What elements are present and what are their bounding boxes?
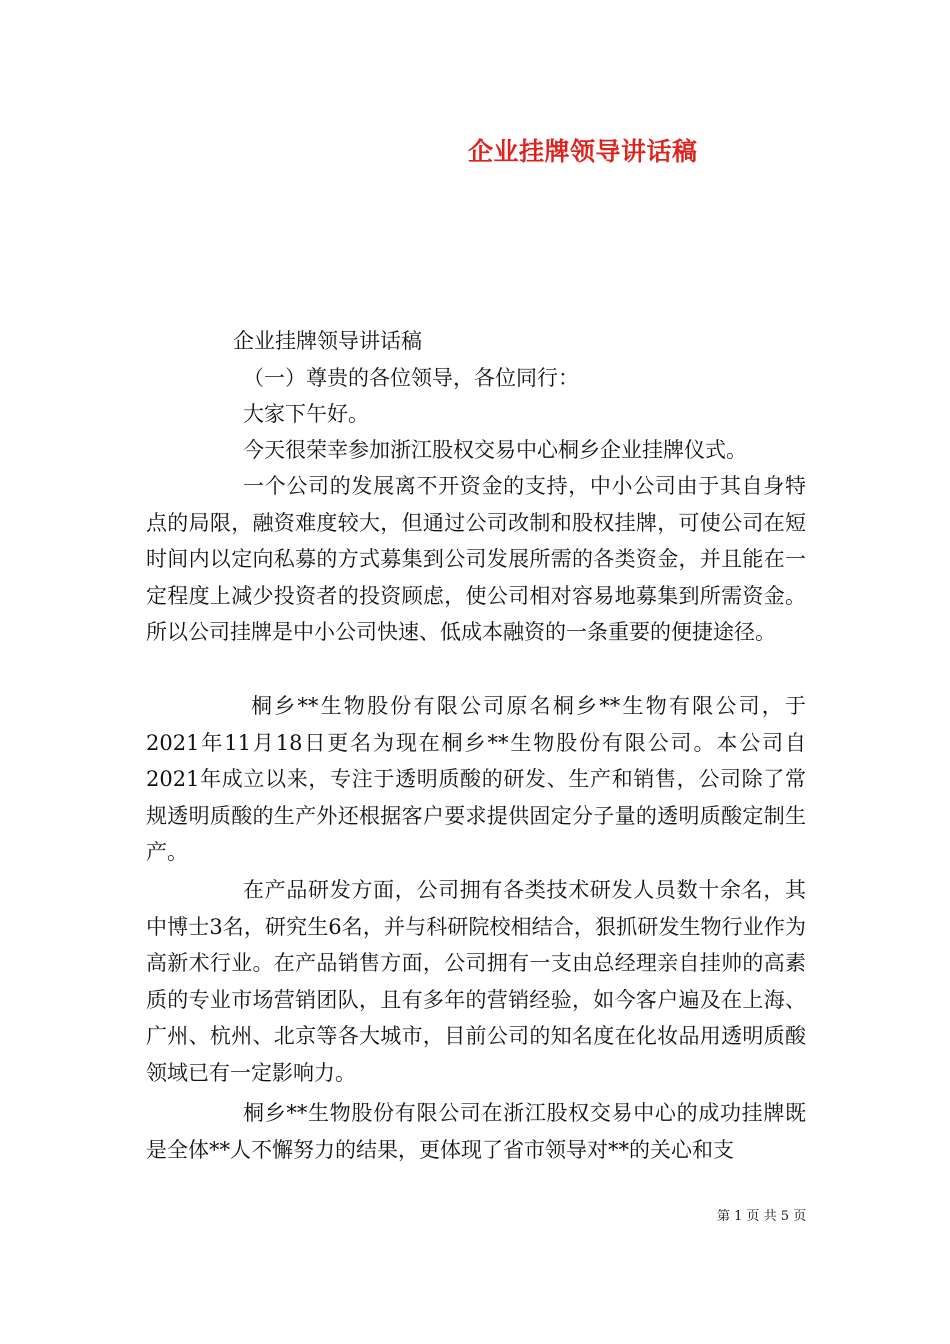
document-heading: 企业挂牌领导讲话稿 — [233, 329, 422, 353]
paragraph-company-history: 桐乡**生物股份有限公司原名桐乡**生物有限公司，于2021年11月18日更名为现在桐乡**生物股份有限公司。本公司自2021年成立以来，专注于透明质酸的研发、生产和销售，公司除了常规透明质酸的生产外还根据客户要求提供固定分子量的透明质酸定制生产。 — [146, 694, 806, 864]
paragraph-listing-success: 桐乡**生物股份有限公司在浙江股权交易中心的成功挂牌既是全体**人不懈努力的结果，更体现了省市领导对**的关心和支 — [146, 1101, 806, 1162]
page-number-footer: 第 1 页 共 5 页 — [717, 1209, 807, 1224]
document-title: 企业挂牌领导讲话稿 — [468, 137, 698, 166]
salutation: （一）尊贵的各位领导，各位同行： — [243, 366, 579, 390]
greeting: 大家下午好。 — [243, 402, 369, 426]
paragraph-financing: 一个公司的发展离不开资金的支持，中小公司由于其自身特点的局限，融资难度较大，但通过公司改制和股权挂牌，可使公司在短时间内以定向私募的方式募集到公司发展所需的各类资金，并且能在一定程度上减少投资者的投资顾虑，使公司相对容易地募集到所需资金。所以公司挂牌是中小公司快速、低成本融资的一条重要的便捷途径。 — [146, 474, 806, 644]
paragraph-research-sales: 在产品研发方面，公司拥有各类技术研发人员数十余名，其中博士3名，研究生6名，并与科研院校相结合，狠抓研发生物行业作为高新术行业。在产品销售方面，公司拥有一支由总经理亲自挂帅的高素质的专业市场营销团队，且有多年的营销经验，如今客户遍及在上海、广州、杭州、北京等各大城市，目前公司的知名度在化妆品用透明质酸领域已有一定影响力。 — [146, 878, 806, 1085]
intro-line: 今天很荣幸参加浙江股权交易中心桐乡企业挂牌仪式。 — [243, 438, 747, 462]
